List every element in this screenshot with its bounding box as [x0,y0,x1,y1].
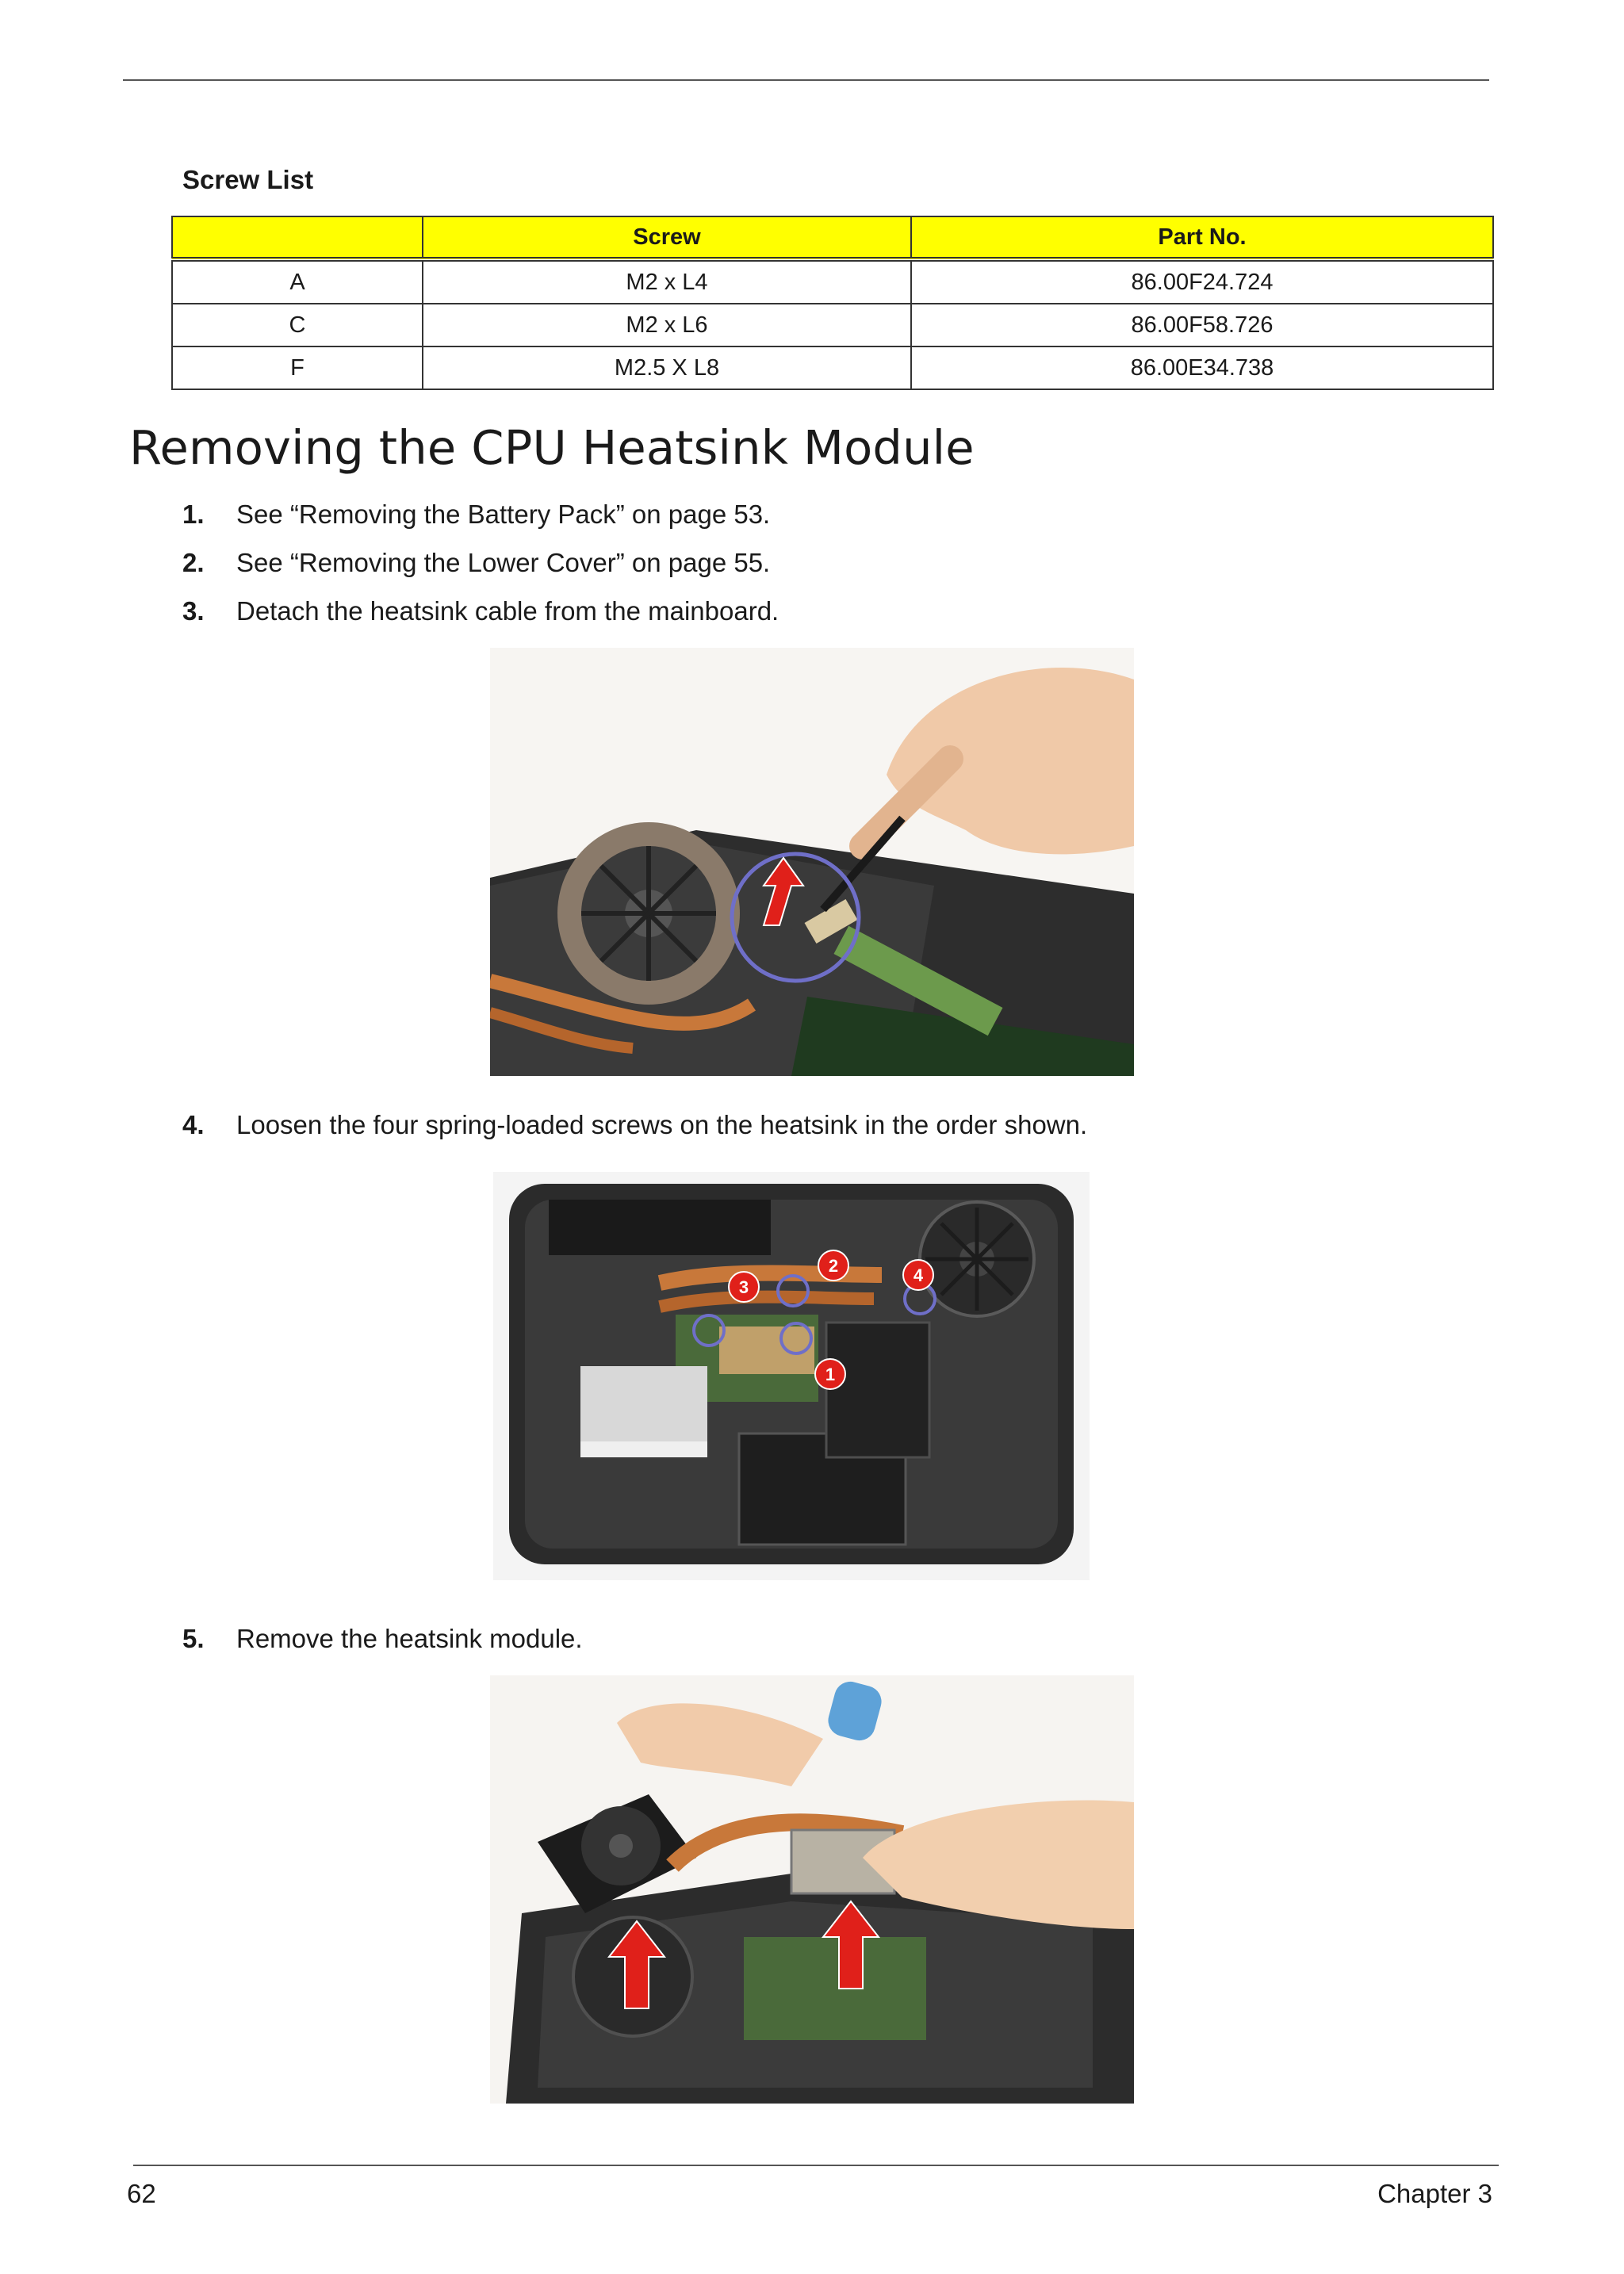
step-item [182,1624,583,1654]
step-item [182,1110,1087,1140]
callout-label-3: 3 [738,1277,749,1297]
step-item [182,596,779,626]
table-row [172,346,1493,389]
step-text: See “Removing the Battery Pack” on page 53. [236,500,771,529]
photo-screw-order-illustration [493,1172,1090,1580]
callout-label-4: 4 [913,1265,924,1285]
table-header-row [172,216,1493,259]
callout-label-1: 1 [825,1365,836,1384]
screw-size-cell: M2.5 X L8 [423,346,911,389]
step-number: 2. [182,548,205,577]
screw-size-cell: M2 x L4 [423,259,911,304]
step-text: Remove the heatsink module. [236,1624,583,1653]
screw-id-cell: A [172,259,423,304]
screw-id-cell: F [172,346,423,389]
photo-heatsink-screw-order [493,1172,1090,1580]
page-number: 62 [127,2179,156,2208]
step-item [182,500,770,530]
photo-detach-cable-illustration [490,648,1134,1076]
chapter-label: Chapter 3 [1377,2179,1492,2208]
photo-detach-heatsink-cable [490,648,1134,1076]
step-text: See “Removing the Lower Cover” on page 55. [236,548,771,577]
part-number-cell: 86.00E34.738 [911,346,1493,389]
step-number: 4. [182,1110,205,1139]
table-row [172,259,1493,304]
top-rule [123,79,1489,81]
part-number-cell: 86.00F24.724 [911,259,1493,304]
callout-label-2: 2 [828,1256,839,1276]
screw-id-cell: C [172,304,423,346]
step-number: 5. [182,1624,205,1653]
screw-list-table [171,216,1494,390]
step-number: 1. [182,500,205,529]
step-number: 3. [182,596,205,626]
bottom-rule [133,2165,1499,2166]
step-text: Detach the heatsink cable from the mainboard. [236,596,779,626]
section-title: Removing the CPU Heatsink Module [129,420,975,475]
screw-list-heading: Screw List [182,165,314,194]
photo-remove-module-illustration [490,1675,1134,2104]
step-item [182,548,770,578]
screw-size-cell: M2 x L6 [423,304,911,346]
photo-remove-heatsink-module [490,1675,1134,2104]
step-text: Loosen the four spring-loaded screws on the heatsink in the order shown. [236,1110,1088,1139]
table-row [172,304,1493,346]
column-header-part-no: Part No. [911,216,1493,259]
column-header-screw: Screw [423,216,911,259]
column-header-label [172,216,423,259]
part-number-cell: 86.00F58.726 [911,304,1493,346]
